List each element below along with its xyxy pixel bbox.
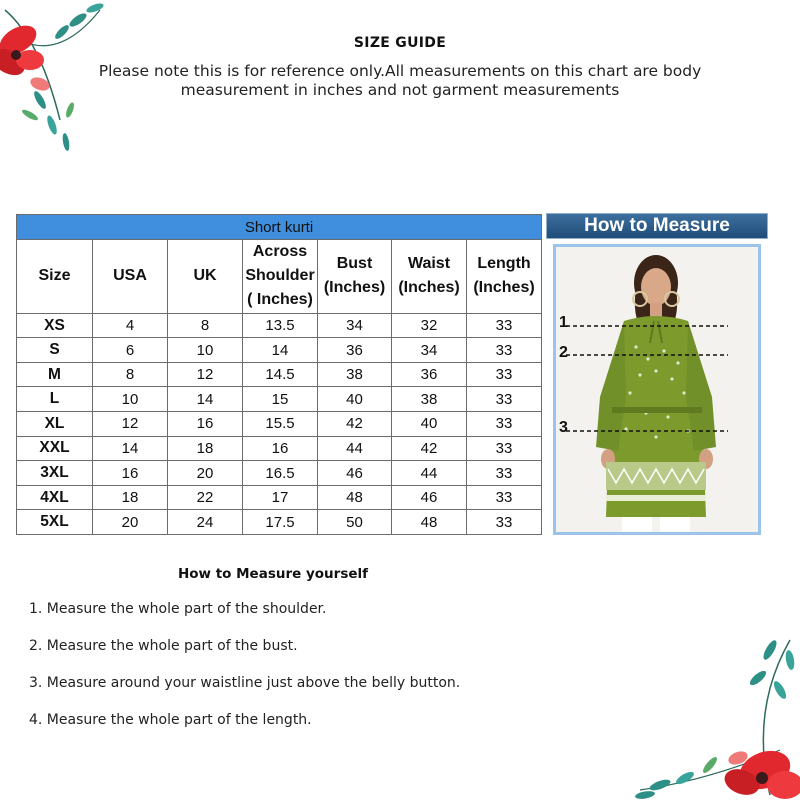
- table-cell: 32: [392, 313, 467, 338]
- column-header: UK: [168, 240, 243, 314]
- table-cell: 33: [467, 510, 542, 535]
- table-cell: 14: [243, 338, 318, 363]
- table-cell: 5XL: [17, 510, 93, 535]
- column-header: Size: [17, 240, 93, 314]
- table-header-row: [17, 240, 542, 314]
- column-header: USA: [93, 240, 168, 314]
- table-caption-row: [17, 215, 542, 240]
- measure-marker-waist: 3: [559, 419, 568, 436]
- table-cell: S: [17, 338, 93, 363]
- table-row: [17, 387, 542, 412]
- instruction-step: 4. Measure the whole part of the length.: [29, 712, 312, 728]
- instruction-step: 2. Measure the whole part of the bust.: [29, 638, 298, 654]
- table-cell: 22: [168, 485, 243, 510]
- table-cell: 14: [93, 436, 168, 461]
- table-cell: 33: [467, 338, 542, 363]
- model-figure: [556, 247, 758, 532]
- table-cell: 17.5: [243, 510, 318, 535]
- floral-decoration-bottom-right: [630, 630, 800, 800]
- table-cell: 6: [93, 338, 168, 363]
- table-cell: L: [17, 387, 93, 412]
- column-header: Across Shoulder ( Inches): [243, 240, 318, 314]
- table-cell: 33: [467, 362, 542, 387]
- column-header: Length (Inches): [467, 240, 542, 314]
- table-cell: 48: [392, 510, 467, 535]
- table-row: [17, 362, 542, 387]
- table-cell: 15.5: [243, 412, 318, 437]
- table-cell: XS: [17, 313, 93, 338]
- column-header: Waist (Inches): [392, 240, 467, 314]
- instruction-step: 3. Measure around your waistline just above the belly button.: [29, 675, 461, 691]
- table-cell: 44: [318, 436, 392, 461]
- table-cell: 24: [168, 510, 243, 535]
- table-cell: 33: [467, 313, 542, 338]
- table-row: [17, 412, 542, 437]
- table-cell: XXL: [17, 436, 93, 461]
- table-cell: 8: [168, 313, 243, 338]
- table-cell: 42: [392, 436, 467, 461]
- table-cell: 3XL: [17, 461, 93, 486]
- table-cell: 13.5: [243, 313, 318, 338]
- table-cell: 16: [93, 461, 168, 486]
- table-cell: 18: [93, 485, 168, 510]
- measure-marker-shoulder: 1: [559, 314, 568, 331]
- table-cell: 14.5: [243, 362, 318, 387]
- table-row: [17, 461, 542, 486]
- disclaimer-note: Please note this is for reference only.All measurements on this chart are body measurement in inches and not garment measurements: [98, 62, 702, 99]
- instructions-title: How to Measure yourself: [177, 566, 369, 582]
- table-cell: 4: [93, 313, 168, 338]
- table-cell: 8: [93, 362, 168, 387]
- table-cell: XL: [17, 412, 93, 437]
- table-cell: 40: [318, 387, 392, 412]
- table-cell: 44: [392, 461, 467, 486]
- table-cell: 20: [93, 510, 168, 535]
- table-cell: 42: [318, 412, 392, 437]
- table-cell: 16: [243, 436, 318, 461]
- table-cell: 16.5: [243, 461, 318, 486]
- table-cell: 12: [93, 412, 168, 437]
- table-cell: 10: [93, 387, 168, 412]
- table-cell: 14: [168, 387, 243, 412]
- table-cell: 16: [168, 412, 243, 437]
- table-cell: 34: [392, 338, 467, 363]
- table-cell: 17: [243, 485, 318, 510]
- table-cell: 20: [168, 461, 243, 486]
- how-to-measure-banner: How to Measure: [546, 213, 768, 239]
- column-header: Bust (Inches): [318, 240, 392, 314]
- table-cell: 36: [318, 338, 392, 363]
- table-cell: 38: [392, 387, 467, 412]
- model-illustration: [553, 244, 761, 535]
- table-row: [17, 338, 542, 363]
- table-cell: 33: [467, 436, 542, 461]
- table-cell: 33: [467, 412, 542, 437]
- table-cell: 48: [318, 485, 392, 510]
- table-cell: 36: [392, 362, 467, 387]
- table-cell: 46: [318, 461, 392, 486]
- table-cell: 34: [318, 313, 392, 338]
- table-row: [17, 485, 542, 510]
- table-cell: 12: [168, 362, 243, 387]
- table-cell: 33: [467, 461, 542, 486]
- table-cell: M: [17, 362, 93, 387]
- table-row: [17, 436, 542, 461]
- table-row: [17, 313, 542, 338]
- table-cell: 33: [467, 485, 542, 510]
- table-cell: 38: [318, 362, 392, 387]
- table-cell: 10: [168, 338, 243, 363]
- table-caption: Short kurti: [17, 215, 542, 240]
- table-cell: 46: [392, 485, 467, 510]
- table-cell: 18: [168, 436, 243, 461]
- table-cell: 4XL: [17, 485, 93, 510]
- table-cell: 15: [243, 387, 318, 412]
- measure-marker-bust: 2: [559, 344, 568, 361]
- size-chart-table: [16, 214, 542, 535]
- table-row: [17, 510, 542, 535]
- table-cell: 50: [318, 510, 392, 535]
- table-cell: 40: [392, 412, 467, 437]
- table-cell: 33: [467, 387, 542, 412]
- page-title: SIZE GUIDE: [353, 35, 447, 51]
- instruction-step: 1. Measure the whole part of the shoulder.: [29, 601, 327, 617]
